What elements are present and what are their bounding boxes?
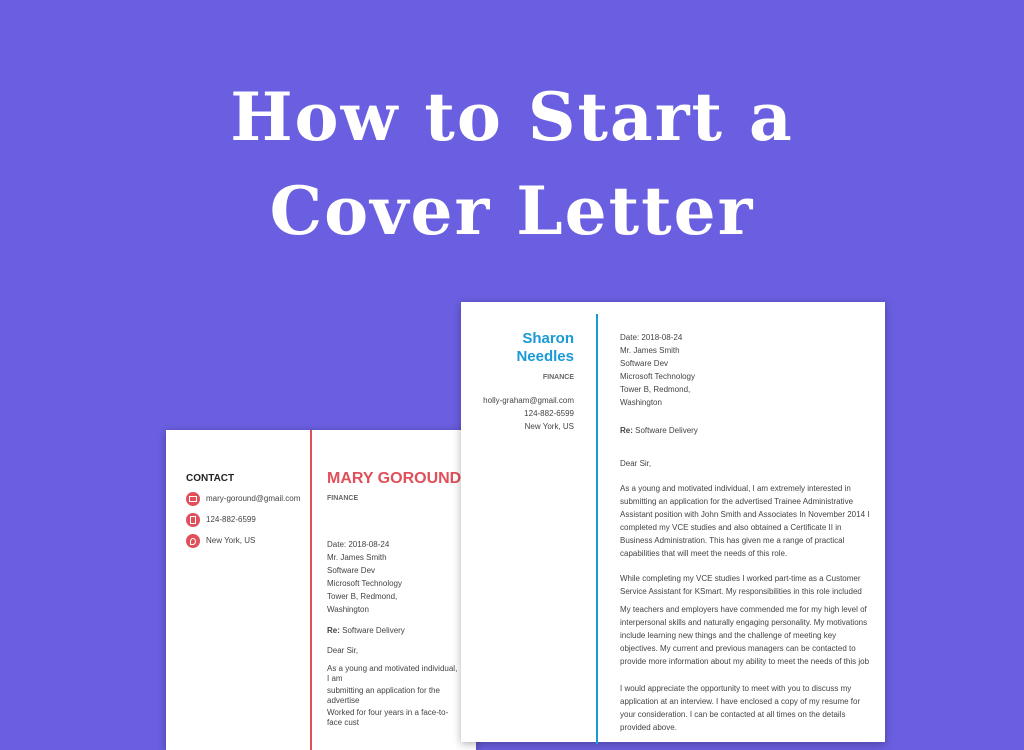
body-line: capabilities that will meet the needs of this role.: [620, 549, 788, 558]
left-body-line: submitting an application for the advertise: [327, 686, 440, 705]
headline-line-1: How to Start a: [230, 78, 794, 156]
body-line: objectives. My current and previous managers can be contacted to: [620, 644, 856, 653]
left-divider: [310, 430, 312, 750]
left-re: [327, 624, 405, 637]
paragraph-4: [620, 682, 860, 734]
re-label: Re:: [620, 426, 633, 435]
address-line: Date: 2018-08-24: [620, 333, 683, 342]
left-letter: [166, 430, 476, 750]
address-line: Microsoft Technology: [327, 579, 402, 588]
address-line: Washington: [327, 605, 369, 614]
right-location: New York, US: [524, 422, 574, 431]
body-line: provided above.: [620, 723, 677, 732]
body-line: While completing my VCE studies I worked part-time as a Customer: [620, 574, 861, 583]
body-line: interpersonal skills and naturally engaging personality. My motivations: [620, 618, 868, 627]
address-line: Mr. James Smith: [620, 346, 680, 355]
body-line: Service Assistant for KSmart. My responsibilities in this role included: [620, 587, 862, 596]
left-name: MARY GOROUND: [327, 470, 462, 487]
right-role: FINANCE: [542, 374, 574, 381]
address-line: Tower B, Redmond,: [327, 592, 398, 601]
left-email: mary-goround@gmail.com: [206, 494, 301, 503]
left-salutation: Dear Sir,: [327, 646, 359, 655]
right-letter: [461, 302, 885, 742]
left-address: [327, 538, 402, 616]
right-email: holly-graham@gmail.com: [483, 396, 574, 405]
paragraph-2: [620, 572, 862, 598]
contact-heading: CONTACT: [186, 473, 235, 484]
right-re: [620, 424, 698, 437]
left-role: FINANCE: [327, 495, 359, 502]
right-divider: [596, 314, 598, 744]
right-name-line-2: Needles: [516, 348, 574, 365]
right-name-line-1: Sharon: [522, 330, 574, 347]
body-line: As a young and motivated individual, I am extremely interested in: [620, 484, 851, 493]
right-address: [620, 331, 695, 409]
email-icon: [186, 492, 200, 506]
left-phone: 124-882-6599: [206, 515, 256, 524]
paragraph-3: [620, 603, 869, 668]
body-line: provide more information about my ability to meet the needs of this job: [620, 657, 870, 666]
address-line: Mr. James Smith: [327, 553, 387, 562]
re-text: Software Delivery: [632, 426, 698, 435]
phone-icon: [186, 513, 200, 527]
address-line: Microsoft Technology: [620, 372, 695, 381]
re-text: Software Delivery: [339, 626, 405, 635]
paragraph-1: [620, 482, 869, 560]
left-body-line: Worked for four years in a face-to-face cust: [327, 708, 449, 727]
body-line: application at an interview. I have enclosed a copy of my resume for: [620, 697, 861, 706]
body-line: your consideration. I can be contacted at all times on the details: [620, 710, 846, 719]
body-line: Business Administration. This has given me a range of practical: [620, 536, 845, 545]
body-line: include learning new things and the challenge of meeting key: [620, 631, 837, 640]
left-body-line: As a young and motivated individual, I am: [327, 664, 458, 683]
right-phone: 124-882-6599: [524, 409, 574, 418]
address-line: Date: 2018-08-24: [327, 540, 390, 549]
body-line: submitting an application for the advertised Trainee Administrative: [620, 497, 854, 506]
address-line: Software Dev: [327, 566, 376, 575]
headline-line-2: Cover Letter: [269, 172, 755, 250]
right-salutation: Dear Sir,: [620, 459, 652, 468]
left-location: New York, US: [206, 536, 256, 545]
body-line: I would appreciate the opportunity to meet with you to discuss my: [620, 684, 852, 693]
body-line: My teachers and employers have commended me for my high level of: [620, 605, 867, 614]
body-line: Assistant position with John Smith and Associates In November 2014 I: [620, 510, 870, 519]
address-line: Software Dev: [620, 359, 669, 368]
re-label: Re:: [327, 626, 340, 635]
location-icon: [186, 534, 200, 548]
body-line: completed my VCE studies and also obtained a Certificate II in: [620, 523, 842, 532]
address-line: Tower B, Redmond,: [620, 385, 691, 394]
address-line: Washington: [620, 398, 662, 407]
